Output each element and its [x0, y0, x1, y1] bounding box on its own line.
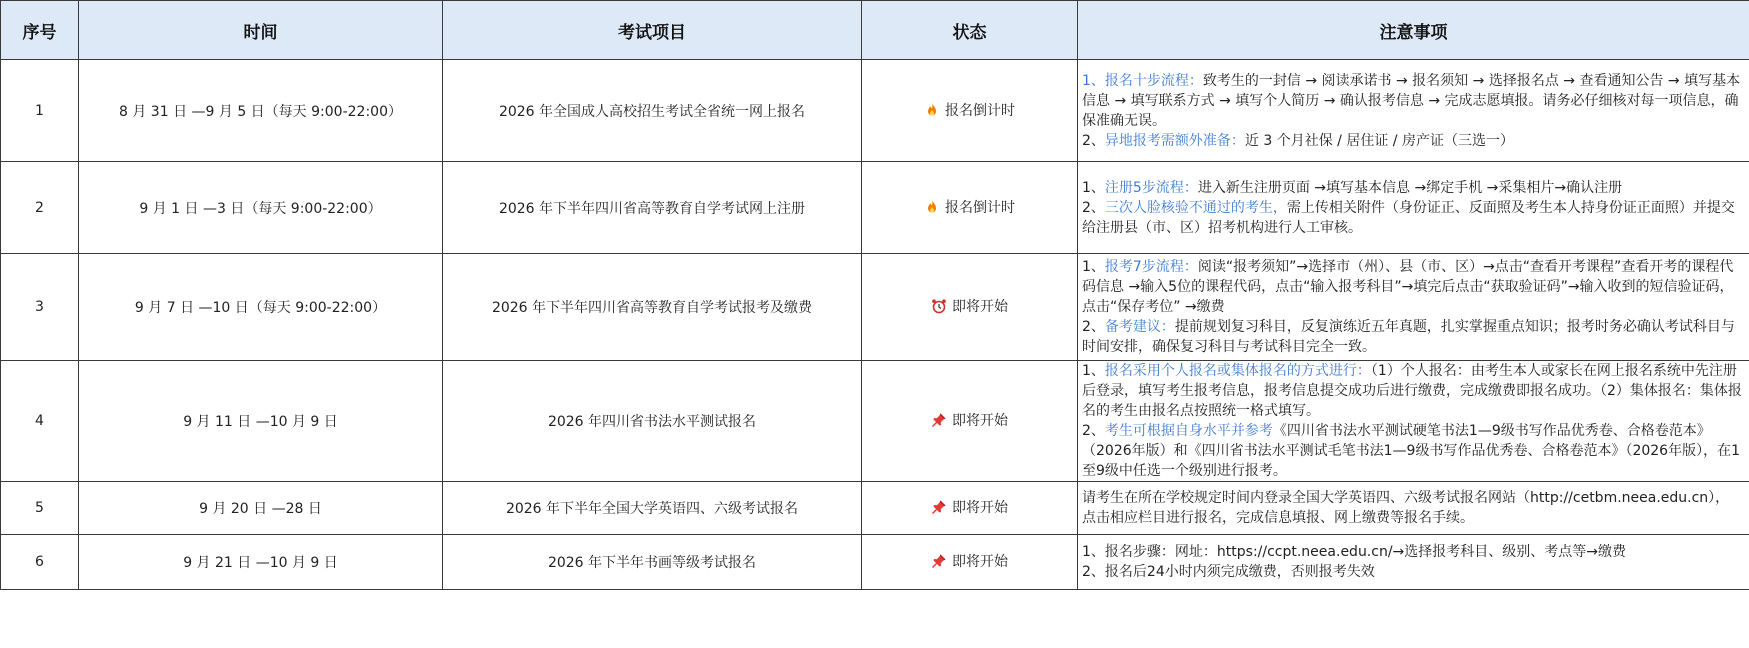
status-label: 即将开始 — [952, 299, 1008, 315]
note-highlight: 注册5步流程： — [1104, 179, 1198, 196]
cell-status — [862, 361, 1078, 482]
note-line — [1082, 71, 1743, 131]
note-line — [1082, 317, 1743, 357]
table-row — [1, 535, 1749, 590]
header-row — [1, 1, 1749, 60]
note-text: 致考生的一封信 → 阅读承诺书 → 报名须知 → 选择报名点 → 查看通知公告 → 填写基本信息 → 填写联系方式 → 填写个人简历 → 确认报考信息 → 完成志愿填报。请务必仔细核对每一项信息，确保准确无误。 — [1082, 72, 1741, 129]
note-highlight: 1、报名十步流程： — [1082, 72, 1203, 89]
cell-status — [862, 535, 1078, 590]
cell-item: 2026 年四川省书法水平测试报名 — [443, 361, 862, 482]
cell-status — [862, 60, 1078, 162]
status-badge — [931, 497, 1008, 517]
note-line — [1082, 257, 1743, 317]
header-item: 考试项目 — [443, 1, 862, 60]
note-prefix: 2、 — [1082, 319, 1105, 335]
table-row — [1, 361, 1749, 482]
note-text: 近 3 个月社保 / 居住证 / 房产证（三选一） — [1244, 132, 1514, 149]
cell-time: 9 月 20 日 —28 日 — [79, 482, 443, 535]
status-label: 即将开始 — [952, 413, 1008, 429]
header-no: 序号 — [1, 1, 79, 60]
note-prefix: 1、 — [1082, 363, 1105, 379]
header-status: 状态 — [862, 1, 1078, 60]
note-prefix: 1、 — [1082, 179, 1105, 196]
pushpin-icon — [931, 412, 947, 428]
fire-icon — [924, 199, 940, 215]
note-line — [1082, 421, 1743, 481]
cell-status — [862, 254, 1078, 361]
cell-no: 4 — [1, 361, 79, 482]
note-text: 2、报名后24小时内须完成缴费，否则报考失效 — [1082, 564, 1375, 580]
note-prefix: 2、 — [1082, 423, 1105, 439]
cell-notes — [1078, 482, 1749, 535]
note-text: 需上传相关附件（身份证正、反面照及考生本人持身份证正面照）并提交给注册县（市、区）招考机构进行人工审核。 — [1082, 199, 1735, 236]
note-line — [1082, 562, 1743, 582]
cell-notes — [1078, 254, 1749, 361]
note-line — [1082, 488, 1743, 528]
status-label: 即将开始 — [952, 500, 1008, 516]
status-badge — [924, 100, 1015, 120]
cell-item: 2026 年下半年全国大学英语四、六级考试报名 — [443, 482, 862, 535]
note-text: 阅读“报考须知”→选择市（州）、县（市、区）→点击“查看开考课程”查看开考的课程代码信息 →输入5位的课程代码，点击“输入报考科目”→填完后点击“获取验证码”→输入收到的短信验证码，点击“保存考位” →缴费 — [1082, 259, 1734, 315]
cell-item: 2026 年下半年书画等级考试报名 — [443, 535, 862, 590]
cell-time: 8 月 31 日 —9 月 5 日（每天 9:00-22:00） — [79, 60, 443, 162]
status-label: 报名倒计时 — [945, 102, 1015, 119]
cell-no: 6 — [1, 535, 79, 590]
table-row — [1, 254, 1749, 361]
note-text: 提前规划复习科目，反复演练近五年真题，扎实掌握重点知识；报考时务必确认考试科目与时间安排，确保复习科目与考试科目完全一致。 — [1082, 319, 1735, 355]
note-prefix: 1、 — [1082, 259, 1105, 275]
note-line — [1082, 131, 1743, 151]
note-line — [1082, 178, 1743, 198]
cell-status — [862, 162, 1078, 254]
alarm-clock-icon — [931, 298, 947, 314]
note-line — [1082, 542, 1743, 562]
note-highlight: 三次人脸核验不通过的考生， — [1104, 199, 1287, 216]
pushpin-icon — [931, 553, 947, 569]
table-row — [1, 482, 1749, 535]
note-highlight: 报考7步流程： — [1104, 259, 1198, 275]
note-highlight: 考生可根据自身水平并参考 — [1104, 423, 1273, 439]
note-highlight: 异地报考需额外准备： — [1104, 132, 1245, 149]
cell-time: 9 月 1 日 —3 日（每天 9:00-22:00） — [79, 162, 443, 254]
cell-no: 1 — [1, 60, 79, 162]
table-row — [1, 60, 1749, 162]
note-text: 请考生在所在学校规定时间内登录全国大学英语四、六级考试报名网站（http://cetbm.neea.edu.cn），点击相应栏目进行报名，完成信息填报、网上缴费等报名手续。 — [1082, 490, 1730, 526]
pushpin-icon — [931, 499, 947, 515]
cell-item: 2026 年下半年四川省高等教育自学考试报考及缴费 — [443, 254, 862, 361]
cell-no: 3 — [1, 254, 79, 361]
cell-notes — [1078, 361, 1749, 482]
note-text: 进入新生注册页面 →填写基本信息 →绑定手机 →采集相片→确认注册 — [1197, 179, 1623, 196]
cell-time: 9 月 7 日 —10 日（每天 9:00-22:00） — [79, 254, 443, 361]
cell-time: 9 月 11 日 —10 月 9 日 — [79, 361, 443, 482]
status-label: 报名倒计时 — [945, 199, 1015, 216]
status-badge — [931, 296, 1008, 316]
cell-notes — [1078, 535, 1749, 590]
note-highlight: 备考建议： — [1104, 319, 1175, 335]
status-label: 即将开始 — [952, 554, 1008, 570]
note-text: 1、报名步骤：网址：https://ccpt.neea.edu.cn/→选择报考科目、级别、考点等→缴费 — [1082, 544, 1627, 560]
cell-no: 5 — [1, 482, 79, 535]
cell-notes — [1078, 162, 1749, 254]
cell-no: 2 — [1, 162, 79, 254]
fire-icon — [924, 102, 940, 118]
note-text: （1）个人报名：由考生本人或家长在网上报名系统中先注册后登录，填写考生报考信息，报考信息提交成功后进行缴费，完成缴费即报名成功。（2）集体报名：集体报名的考生由报名点按照统一格式填写。 — [1082, 363, 1742, 419]
cell-item: 2026 年全国成人高校招生考试全省统一网上报名 — [443, 60, 862, 162]
table-row — [1, 162, 1749, 254]
status-badge — [931, 551, 1008, 571]
header-time: 时间 — [79, 1, 443, 60]
cell-item: 2026 年下半年四川省高等教育自学考试网上注册 — [443, 162, 862, 254]
header-notes: 注意事项 — [1078, 1, 1749, 60]
status-badge — [924, 197, 1015, 217]
status-badge — [931, 410, 1008, 430]
note-prefix: 2、 — [1082, 199, 1105, 216]
note-line — [1082, 198, 1743, 238]
note-prefix: 2、 — [1082, 132, 1105, 149]
note-line — [1082, 361, 1743, 421]
cell-time: 9 月 21 日 —10 月 9 日 — [79, 535, 443, 590]
note-highlight: 报名采用个人报名或集体报名的方式进行： — [1104, 363, 1371, 379]
cell-notes — [1078, 60, 1749, 162]
note-text: 《四川省书法水平测试硬笔书法1—9级书写作品优秀卷、合格卷范本》（2026年版）和《四川省书法水平测试毛笔书法1—9级书写作品优秀卷、合格卷范本》（2026年版），在1至9级中任选一个级别进行报考。 — [1082, 423, 1740, 479]
cell-status — [862, 482, 1078, 535]
